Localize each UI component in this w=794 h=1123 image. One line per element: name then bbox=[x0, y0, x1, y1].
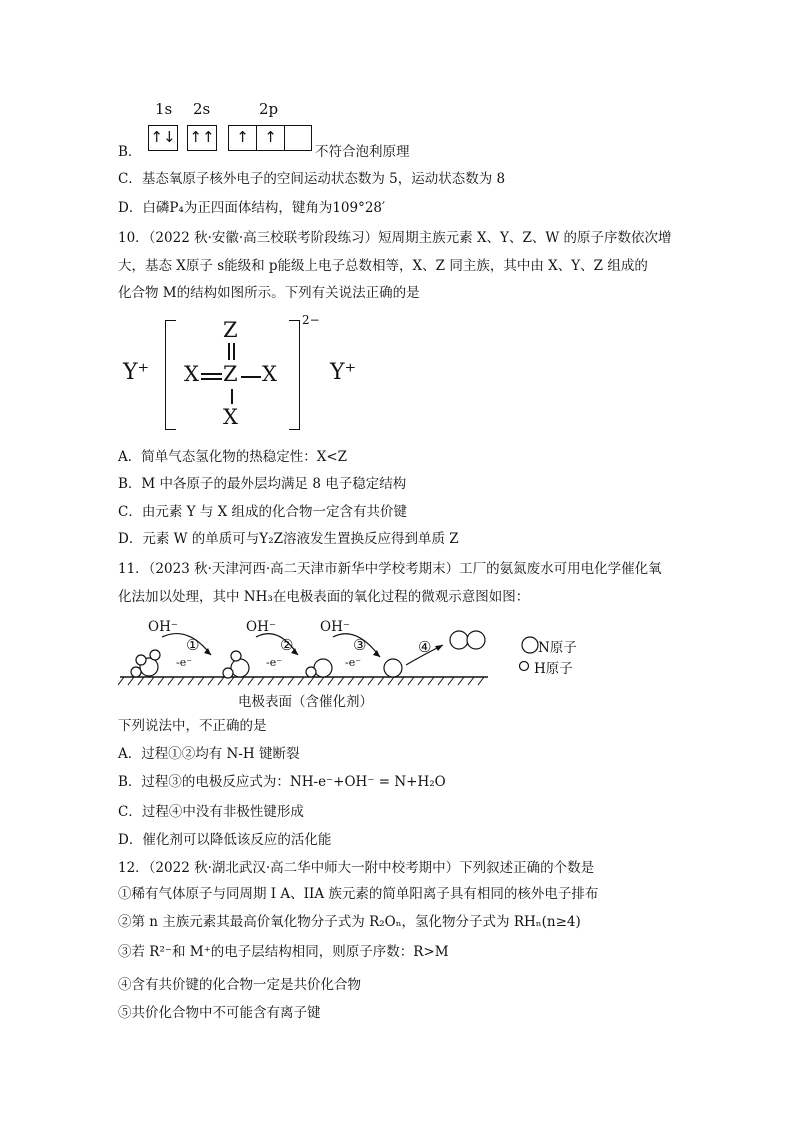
q11-option-a: A．过程①②均有 N-H 键断裂 bbox=[118, 746, 300, 762]
bond-left-2 bbox=[201, 378, 222, 380]
q11-prompt: 下列说法中，不正确的是 bbox=[118, 718, 267, 734]
electron-label-1: -e⁻ bbox=[176, 656, 193, 669]
diagram-caption: 电极表面（含催化剂） bbox=[238, 694, 373, 710]
q12-stem: 12．（2022 秋·湖北武汉·高二华中师大一附中校考期中）下列叙述正确的个数是 bbox=[118, 860, 595, 876]
step-3-label: ③ bbox=[353, 636, 367, 654]
q12-item-4: ④含有共价键的化合物一定是共价化合物 bbox=[118, 977, 361, 993]
structure-cation-left: Y⁺ bbox=[123, 360, 150, 385]
orbital-label-1s: 1s bbox=[155, 100, 173, 118]
structure-cation-right: Y⁺ bbox=[330, 360, 357, 385]
orbital-cell-2p-2: ↑ bbox=[257, 126, 285, 150]
structure-atom-right: X bbox=[262, 362, 277, 386]
q9-option-c: C．基态氧原子核外电子的空间运动状态数为 5，运动状态数为 8 bbox=[118, 171, 506, 187]
bracket-left bbox=[165, 320, 176, 430]
step-1-label: ① bbox=[186, 636, 200, 654]
q12-item-3: ③若 R²⁻和 M⁺的电子层结构相同，则原子序数：R>M bbox=[118, 944, 449, 960]
orbital-box-2s bbox=[187, 125, 217, 151]
structure-atom-bottom: X bbox=[223, 405, 238, 429]
q11-stem-line-2: 化法加以处理，其中 NH₃在电极表面的氧化过程的微观示意图如图： bbox=[118, 589, 530, 605]
structure-atom-top: Z bbox=[223, 318, 238, 342]
q10-stem-line-3: 化合物 M的结构如图所示。下列有关说法正确的是 bbox=[118, 285, 420, 301]
legend-h-atom: H原子 bbox=[534, 661, 573, 677]
orbital-box-1s bbox=[148, 125, 178, 151]
orbital-label-2s: 2s bbox=[193, 100, 211, 118]
oh-label-3: OH⁻ bbox=[320, 619, 350, 635]
bond-left-1 bbox=[201, 373, 222, 375]
q9-option-d: D．白磷P₄为正四面体结构，键角为109°28′ bbox=[118, 200, 386, 216]
bracket-right bbox=[289, 320, 300, 430]
orbital-cell-2s: ↑↑ bbox=[189, 128, 215, 146]
q10-option-b: B．M 中各原子的最外层均满足 8 电子稳定结构 bbox=[118, 476, 407, 492]
bond-bottom bbox=[231, 389, 233, 404]
q10-option-c: C．由元素 Y 与 X 组成的化合物一定含有共价键 bbox=[118, 504, 408, 520]
q11-option-b: B．过程③的电极反应式为：NH-e⁻+OH⁻ = N+H₂O bbox=[118, 774, 446, 790]
q11-option-c: C．过程④中没有非极性键形成 bbox=[118, 804, 304, 820]
electron-label-2: -e⁻ bbox=[266, 656, 283, 669]
q12-item-1: ①稀有气体原子与同周期 I A、IIA 族元素的简单阳离子具有相同的核外电子排布 bbox=[118, 886, 599, 902]
step-2-label: ② bbox=[280, 636, 294, 654]
q10-option-a: A．简单气态氢化物的热稳定性：X<Z bbox=[118, 449, 348, 465]
q10-stem-line-1: 10．（2022 秋·安徽·高三校联考阶段练习）短周期主族元素 X、Y、Z、W 的原子序数依次增 bbox=[118, 230, 672, 246]
bond-top-1 bbox=[228, 343, 230, 360]
q10-option-d: D．元素 W 的单质可与Y₂Z溶液发生置换反应得到单质 Z bbox=[118, 531, 459, 547]
orbital-cell-2p-1: ↑ bbox=[229, 126, 257, 150]
structure-atom-left: X bbox=[184, 362, 199, 386]
electron-label-3: -e⁻ bbox=[345, 656, 362, 669]
q9-option-b-letter: B． bbox=[118, 144, 142, 160]
bond-top-2 bbox=[233, 343, 235, 360]
orbital-cell-1s: ↑↓ bbox=[150, 128, 176, 146]
q9-option-b-text: 不符合泡利原理 bbox=[315, 144, 410, 160]
q11-option-d: D．催化剂可以降低该反应的活化能 bbox=[118, 832, 332, 848]
legend-n-atom: N原子 bbox=[538, 640, 577, 656]
q12-item-2: ②第 n 主族元素其最高价氧化物分子式为 R₂Oₙ，氢化物分子式为 RHₙ(n≥4) bbox=[118, 914, 581, 930]
bond-right bbox=[241, 376, 261, 378]
orbital-cell-2p-3 bbox=[285, 126, 311, 150]
oh-label-1: OH⁻ bbox=[148, 619, 178, 635]
oh-label-2: OH⁻ bbox=[246, 619, 276, 635]
step-4-label: ④ bbox=[418, 638, 432, 656]
structure-charge: 2− bbox=[302, 313, 320, 327]
q11-stem-line-1: 11．（2023 秋·天津河西·高二天津市新华中学校考期末）工厂的氨氮废水可用电化学催化氧 bbox=[118, 561, 662, 577]
structure-atom-center: Z bbox=[223, 362, 238, 386]
q10-stem-line-2: 大，基态 X原子 s能级和 p能级上电子总数相等，X、Z 同主族，其中由 X、Y、Z 组成的 bbox=[118, 258, 648, 274]
q12-item-5: ⑤共价化合物中不可能含有离子键 bbox=[118, 1005, 321, 1021]
orbital-label-2p: 2p bbox=[259, 100, 279, 118]
orbital-box-2p bbox=[228, 125, 312, 151]
